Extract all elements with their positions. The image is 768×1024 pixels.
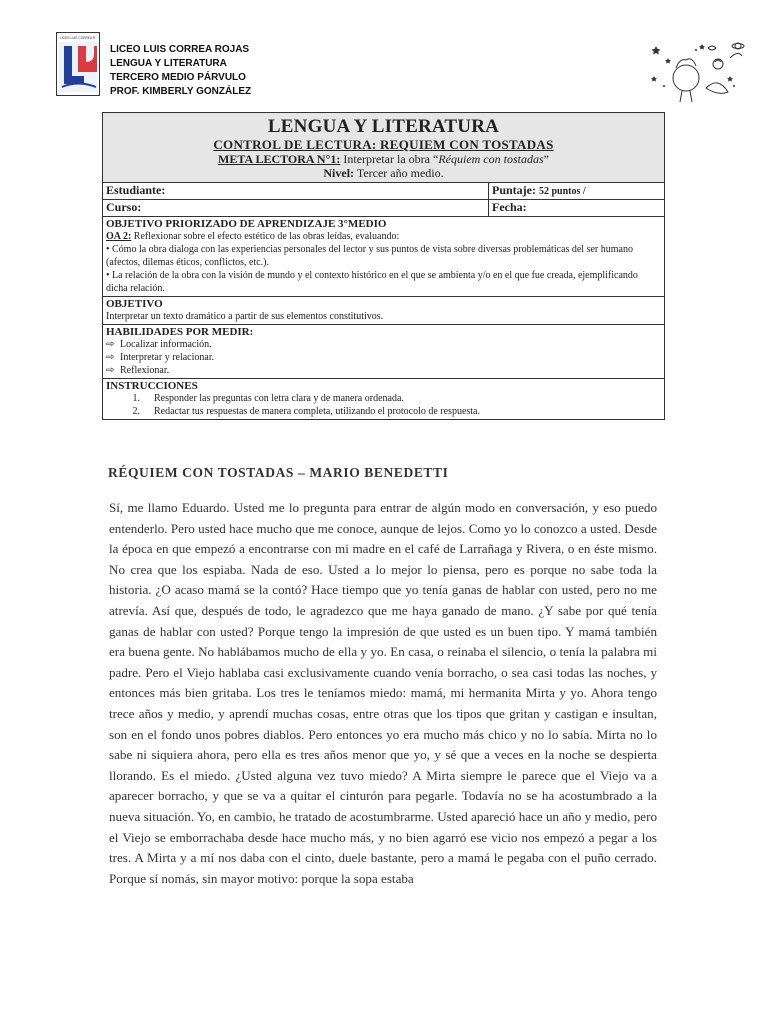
grade-level-label: Nivel: [323,166,355,180]
reading-title: RÉQUIEM CON TOSTADAS – MARIO BENEDETTI [108,465,449,480]
score-field[interactable] [489,183,664,199]
little-prince-illustration-icon [646,36,746,106]
teacher-name: PROF. KIMBERLY GONZÁLEZ [110,86,252,97]
reading-goal [103,152,664,166]
skill-item [106,351,661,364]
reading-body-text: Sí, me llamo Eduardo. Usted me lo pregunta para entrar de algún modo en conversación, y eso puedo entenderlo. Pero usted hace mucho que me conoce, aunque de lejos. Como yo lo conozco a usted. Desde la época en que empezó a encontrarse con mi madre en el café de Larrañaga y Rivera, o en éste mismo. No crea que los espiaba. Nada de eso. Usted a lo mejor lo piensa, pero es porque no sabe toda la historia. ¿O acaso mamá se la contó? Hace tiempo que yo tenía ganas de hablar con usted, pero no me atrevía. Así que, después de todo, le agradezco que me haya ganado de mano. ¿Y sabe por qué tenía ganas de hablar con usted? Porque tengo la impresión de que usted es un buen tipo. Y mamá también era buena gente. No hablábamos mucho de ella y yo. En casa, o reinaba el silencio, o tenía la palabra mi padre. Pero el Viejo hablaba casi exclusivamente cuando venía borracho, o sea casi todas las noches, y entonces más bien gritaba. Los tres le teníamos miedo: mamá, mi hermanita Mirta y yo. Ahora tengo trece años y medio, y aprendí muchas cosas, entre otras que los tipos que gritan y castigan e insultan, son en el fondo unos pobres diablos. Pero entonces yo era mucho más chico y no lo sabía. Mirta no lo sabe ni siquiera ahora, pero ella es tres años menor que yo, y sé que a veces en la noche se despierta llorando. Es el miedo. ¿Usted alguna vez tuvo miedo? A Mirta siempre le parece que el Viejo va a aparecer borracho, y que se va a quitar el cinturón para pegarle. Todavía no se ha acostumbrado a la nueva situación. Yo, en cambio, he tratado de acostumbrarme. Usted apareció hace un año y medio, pero el Viejo se emborrachaba desde hace mucho más, y no bien agarró ese vicio nos empezó a pegar a los tres. A Mirta y a mí nos daba con el cinto, duele bastante, pero a mamá le pegaba con el puño cerrado. Porque sí nomás, sin mayor motivo: porque la sopa estaba [109,500,657,886]
date-field[interactable]: Fecha: [492,200,527,214]
score-label: Puntaje: [492,183,536,197]
instructions-section [103,379,664,419]
instruction-number: 2. [132,406,140,417]
skills-section [103,325,664,379]
objective-heading: OBJETIVO [106,298,163,310]
reading-goal-label: META LECTORA N°1: [218,152,341,166]
school-header [110,43,251,99]
reading-goal-close: ” [543,152,549,166]
instruction-number: 1. [132,393,140,404]
subject-name: LENGUA Y LITERATURA [110,58,227,69]
oa-text: Reflexionar sobre el efecto estético de las obras leídas, evaluando: [133,231,400,242]
skill-text: Reflexionar. [120,365,170,376]
document-subtitle: CONTROL DE LECTURA: REQUIEM CON TOSTADAS [213,137,554,152]
oa-line [106,230,661,243]
course-field[interactable]: Curso: [103,200,489,216]
skill-item [106,364,661,377]
skill-text: Interpretar y relacionar. [120,352,215,363]
arrow-right-icon: ⇨ [106,339,115,350]
school-name: LICEO LUIS CORREA ROJAS [110,44,250,55]
reading-goal-work: Réquiem con tostadas [438,152,544,166]
learning-objective-heading: OBJETIVO PRIORIZADO DE APRENDIZAJE 3°MEDIO [106,218,387,230]
skill-text: Localizar información. [120,339,212,350]
learning-objective-section [103,217,664,297]
reading-goal-text: Interpretar la obra “ [343,152,439,166]
grade-level [103,166,664,180]
objective-section [103,297,664,325]
instructions-heading: INSTRUCCIONES [106,380,198,392]
instruction-text: Redactar tus respuestas de manera completa, utilizando el protocolo de respuesta. [154,406,480,417]
oa-code: OA 2: [106,231,132,242]
course-date-row [103,200,664,217]
logo-caption: LICEO LUIS CORREA R. [60,36,96,40]
objective-text: Interpretar un texto dramático a partir de sus elementos constitutivos. [106,311,384,322]
score-value: 52 puntos / [539,186,586,197]
oa-bullet-2: • La relación de la obra con la visión de mundo y el contexto histórico en el que se ambienta y/o en el que fue creada, ejemplificando dicha relación. [106,270,638,294]
skill-item [106,338,661,351]
document-title: LENGUA Y LITERATURA [267,116,500,137]
school-logo-icon [56,32,100,96]
grade-level-value: Tercer año medio. [356,166,444,180]
assessment-info-table [102,112,665,420]
instruction-item [106,405,661,418]
student-field[interactable]: Estudiante: [103,183,489,199]
instruction-text: Responder las preguntas con letra clara y de manera ordenada. [154,393,404,404]
class-level: TERCERO MEDIO PÁRVULO [110,72,246,83]
title-block [103,113,664,183]
student-score-row [103,183,664,200]
arrow-right-icon: ⇨ [106,365,115,376]
instruction-item [106,392,661,405]
arrow-right-icon: ⇨ [106,352,115,363]
oa-bullet-1: • Cómo la obra dialoga con las experiencias personales del lector y sus puntos de vista sobre diversas problemáticas del ser humano (afectos, dilemas éticos, conflictos, etc.). [106,244,633,268]
skills-heading: HABILIDADES POR MEDIR: [106,326,254,338]
